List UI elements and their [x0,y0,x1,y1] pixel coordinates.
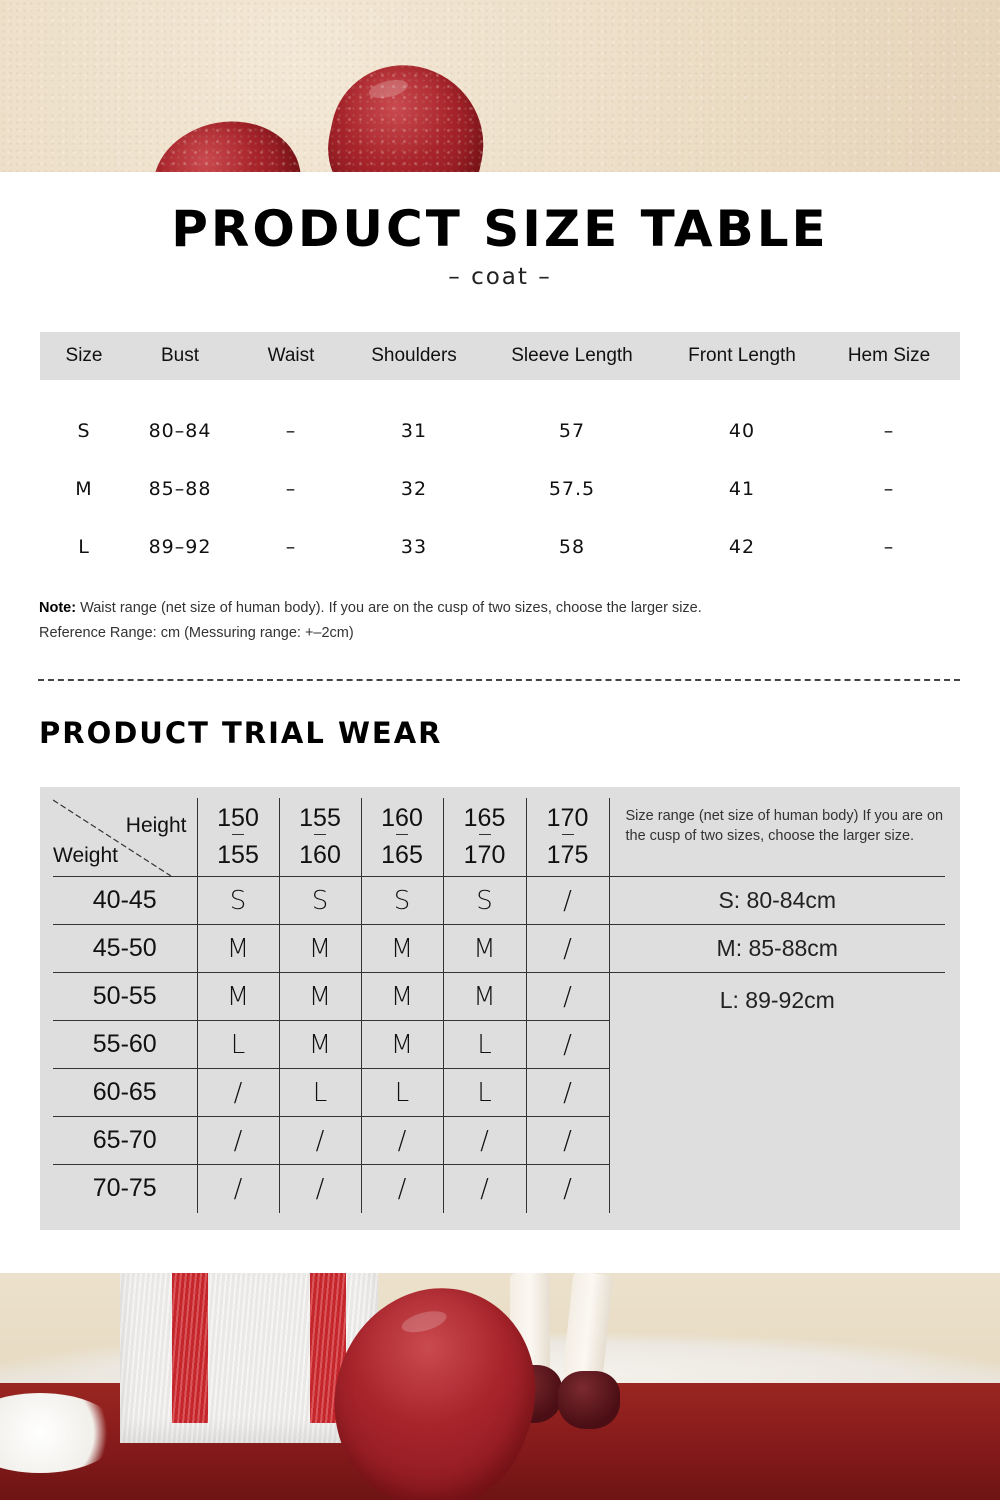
size-table-header [40,332,960,380]
page-subtitle: – coat – [448,264,552,290]
table-cell: – [285,478,297,500]
size-cell: M [361,925,443,973]
size-cell: M [197,925,279,973]
table-row [40,518,960,576]
table-cell: – [883,536,895,558]
weight-range: 65-70 [53,1117,197,1165]
col-header-front-length: Front Length [688,345,796,366]
weight-range: 55-60 [53,1021,197,1069]
size-cell: S [361,877,443,925]
col-header-size: Size [65,345,103,366]
size-cell: / [526,973,609,1021]
table-cell: 33 [400,536,428,558]
weight-range: 70-75 [53,1165,197,1213]
size-cell: / [197,1165,279,1213]
note-line-1 [39,596,959,621]
note-line-2: Reference Range: cm (Messuring range: +–2cm) [39,625,354,641]
size-cell: / [279,1165,361,1213]
top-photo-banner [0,0,1000,172]
table-row [53,877,945,925]
table-cell: 42 [728,536,756,558]
table-row [53,925,945,973]
trial-wear-panel [40,787,960,1230]
table-row [40,460,960,518]
table-cell: L [78,536,90,558]
height-range-header: 170 175 [526,798,609,877]
sock [563,1273,614,1380]
col-header-shoulders: Shoulders [371,345,457,366]
size-cell: M [443,973,526,1021]
weight-range: 60-65 [53,1069,197,1117]
trial-wear-table [53,798,945,1213]
table-cell: 41 [728,478,756,500]
height-label: Height [125,814,187,837]
size-range-s: S: 80-84cm [718,887,837,913]
size-cell: / [279,1117,361,1165]
table-cell: M [75,478,93,500]
size-cell: / [526,925,609,973]
size-cell: S [197,877,279,925]
size-cell: L [443,1021,526,1069]
trial-header-row [53,798,945,877]
table-cell: – [883,420,895,442]
size-cell: M [197,973,279,1021]
table-cell: 31 [400,420,428,442]
weight-range: 45-50 [53,925,197,973]
size-cell: / [526,1117,609,1165]
col-header-waist: Waist [267,345,315,366]
size-cell: M [279,1021,361,1069]
table-cell: – [883,478,895,500]
size-range-l: L: 89-92cm [609,973,945,1213]
size-cell: S [443,877,526,925]
table-cell: 58 [558,536,586,558]
bottom-photo-banner [0,1273,1000,1500]
size-range-m: M: 85-88cm [609,925,945,973]
table-cell: 57.5 [548,478,596,500]
weight-range: 50-55 [53,973,197,1021]
table-cell: 32 [400,478,428,500]
size-cell: L [361,1069,443,1117]
size-cell: / [526,1021,609,1069]
note-label: Note: [39,600,77,616]
col-header-hem-size: Hem Size [847,345,931,366]
table-cell: 57 [558,420,586,442]
size-cell: / [443,1165,526,1213]
table-row [40,402,960,460]
table-cell: S [77,420,91,442]
size-cell: L [443,1069,526,1117]
size-cell: L [197,1021,279,1069]
section-divider [38,679,960,681]
height-range-header: 150 155 [197,798,279,877]
size-cell: / [197,1117,279,1165]
size-cell: / [361,1117,443,1165]
page-title: PRODUCT SIZE TABLE [171,200,829,258]
table-cell: 85–88 [148,478,212,500]
size-cell: M [361,973,443,1021]
size-cell: M [279,925,361,973]
weight-label: Weight [53,844,118,867]
size-table [40,332,960,576]
table-row [53,973,945,1021]
size-cell: / [526,1165,609,1213]
table-cell: 40 [728,420,756,442]
height-weight-corner [53,798,197,877]
table-cell: 80–84 [148,420,212,442]
size-cell: M [279,973,361,1021]
size-cell: / [526,877,609,925]
height-range-header: 165 170 [443,798,526,877]
size-cell: / [361,1165,443,1213]
size-note [39,596,959,646]
size-cell: / [197,1069,279,1117]
trial-wear-title: PRODUCT TRIAL WEAR [39,716,443,750]
size-range-info: Size range (net size of human body) If you are on the cusp of two sizes, choose the larger size. [609,798,945,877]
size-cell: L [279,1069,361,1117]
size-cell: S [279,877,361,925]
size-cell: / [526,1069,609,1117]
size-cell: M [443,925,526,973]
note-text: Waist range (net size of human body). If you are on the cusp of two sizes, choose the larger size. [80,600,702,616]
table-cell: – [285,536,297,558]
height-range-header: 160 165 [361,798,443,877]
shoe [558,1371,620,1429]
heart-balloon-left [144,110,311,172]
size-cell: / [443,1117,526,1165]
table-cell: 89–92 [148,536,212,558]
size-cell: M [361,1021,443,1069]
heart-balloon-right [316,52,498,172]
table-cell: – [285,420,297,442]
height-range-header: 155 160 [279,798,361,877]
gift-ribbon [172,1273,208,1423]
col-header-bust: Bust [160,345,200,366]
weight-range: 40-45 [53,877,197,925]
col-header-sleeve-length: Sleeve Length [511,345,633,366]
